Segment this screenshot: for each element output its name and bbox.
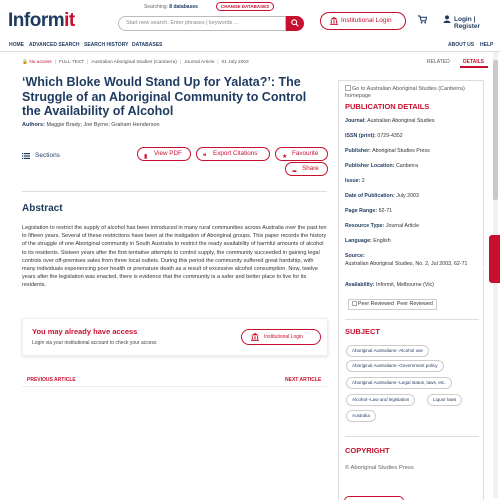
divider <box>345 319 479 320</box>
institution-icon <box>251 333 259 341</box>
publication-details-heading: PUBLICATION DETAILS <box>345 102 430 111</box>
divider <box>22 386 327 387</box>
abstract-heading: Abstract <box>22 203 63 214</box>
feedback-tab[interactable] <box>483 235 500 283</box>
main-nav <box>0 38 500 52</box>
panel-action-button[interactable] <box>344 496 404 500</box>
authors <box>22 122 160 128</box>
article-meta: 🔒 No access | FULL TEXT | Australian Aboriginal Studies (Canberra) | Journal Article | 01 July 2003 <box>22 60 249 65</box>
search-input[interactable]: Start new search. Enter phrases | keywords ... <box>118 16 286 31</box>
access-institutional-login-button[interactable]: Institutional Login <box>241 329 321 345</box>
detail-journal: Journal: Australian Aboriginal Studies <box>345 118 435 124</box>
user-icon[interactable] <box>443 15 451 23</box>
search-button[interactable] <box>286 16 304 31</box>
institution-icon <box>330 17 338 25</box>
subject-tag[interactable]: Australia <box>346 410 376 422</box>
scrollbar-thumb[interactable] <box>493 60 498 200</box>
nav-advanced-search[interactable]: ADVANCED SEARCH <box>29 42 80 48</box>
nav-home[interactable]: HOME <box>9 42 24 48</box>
subject-tag[interactable]: Alcohol--Law and legislation <box>346 394 415 406</box>
detail-availability: Availability: Informit, Melbourne (Vic) <box>345 282 434 288</box>
detail-resource-type: Resource Type: Journal Article <box>345 223 420 229</box>
article-date: 01 July 2003 <box>221 60 249 65</box>
sections-label: Sections <box>35 152 60 159</box>
active-tab-indicator <box>460 66 488 68</box>
view-pdf-button[interactable]: ▮ View PDF <box>137 147 191 161</box>
broken-image-icon <box>345 85 351 91</box>
subject-tag[interactable]: Aboriginal Australians--Legal status, laws, etc. <box>346 377 452 389</box>
share-icon: ➦ <box>292 169 298 175</box>
broken-image-icon <box>352 301 357 306</box>
copyright-heading: COPYRIGHT <box>345 446 390 455</box>
quote-icon: ❝ <box>203 154 207 160</box>
export-citations-button[interactable]: ❝ Export Citations <box>196 147 270 161</box>
search-icon <box>291 19 299 27</box>
subject-tag[interactable]: Liquor laws <box>427 394 462 406</box>
detail-language: Language: English <box>345 238 391 244</box>
detail-date: Date of Publication: July 2003 <box>345 193 419 199</box>
publication-image-link[interactable]: Go to Australian Aboriginal Studies (Canberra) homepage <box>345 86 465 99</box>
star-icon: ★ <box>282 154 288 160</box>
next-article-link[interactable]: NEXT ARTICLE <box>285 377 322 383</box>
fulltext-label: FULL TEXT <box>58 60 85 65</box>
nav-databases[interactable]: DATABASES <box>132 42 163 48</box>
divider <box>345 436 479 437</box>
detail-publisher-location: Publisher Location: Canberra <box>345 163 419 169</box>
article-type: Journal Article <box>184 60 215 65</box>
tab-related[interactable]: RELATED <box>427 59 450 65</box>
access-title: You may already have access <box>32 327 138 336</box>
pdf-icon: ▮ <box>144 154 148 160</box>
login-register-link[interactable]: Login | Register <box>454 16 481 30</box>
authors-label: Authors: <box>22 122 45 128</box>
detail-issn: ISSN (print): 0729-4352 <box>345 133 403 139</box>
details-panel <box>338 80 484 500</box>
detail-source: Source: Australian Aboriginal Studies, No. 2, Jul 2003, 62-71 <box>345 253 468 267</box>
nav-help[interactable]: HELP <box>480 42 494 48</box>
feedback-label: Feedback <box>483 246 490 270</box>
access-box <box>22 318 328 356</box>
article-title: ‘Which Bloke Would Stand Up for Yalata?’: The Struggle of an Aboriginal Community to Control the Availability of Alcohol <box>22 75 307 118</box>
previous-article-link[interactable]: PREVIOUS ARTICLE <box>27 377 76 383</box>
nav-search-history[interactable]: SEARCH HISTORY <box>84 42 129 48</box>
institutional-login-button[interactable] <box>320 12 406 30</box>
copyright-text: © Aboriginal Studies Press <box>345 465 414 471</box>
subject-heading: SUBJECT <box>345 327 381 336</box>
share-button[interactable]: ➦ Share <box>285 162 328 176</box>
detail-page-range: Page Range: 62-71 <box>345 208 393 214</box>
tab-details[interactable]: DETAILS <box>463 59 485 65</box>
subject-tag[interactable]: Aboriginal Australians--Government policy <box>346 360 444 372</box>
subject-tag[interactable]: Aboriginal Australians--Alcohol use <box>346 345 429 357</box>
nav-about-us[interactable]: ABOUT US <box>448 42 475 48</box>
peer-reviewed-badge: Peer Reviewed Peer Reviewed <box>348 299 437 310</box>
journal-name[interactable]: Australian Aboriginal Studies (Canberra) <box>91 60 177 65</box>
list-icon <box>22 153 30 159</box>
favourite-button[interactable]: ★ Favourite <box>275 147 328 161</box>
detail-publisher: Publisher: Aboriginal Studies Press <box>345 148 430 154</box>
cart-icon[interactable] <box>418 15 427 24</box>
top-header <box>0 0 500 38</box>
divider <box>22 191 327 192</box>
informit-logo[interactable]: Informit <box>8 10 75 31</box>
change-databases-button[interactable]: CHANGE DATABASES <box>216 2 274 11</box>
abstract-text: Legislation to restrict the supply of alcohol has been introduced in many rural communities across Australia over the past ten to fifteen years. Several of these restrictions have been at the instigation of Aboriginal groups. This paper records the history of the struggle of one Aboriginal community in South Australia to restrict the ready availability of harmful amounts of alcohol to its residents. Sixteen years after the first tentative attempts to control supply, the community succeeded in gaining legal controls over off-premises sales from three local outlets. During this period the community suffered great hardship, with many individuals experiencing poor health or premature death as a result of excessive alcohol consumption. Now, twelve years after the legislation was enacted, there is evidence that the community is a safer and better place to live for its residents. <box>22 225 327 289</box>
detail-issue: Issue: 2 <box>345 178 365 184</box>
access-subtitle: Login via your institutional account to check your access <box>32 340 157 346</box>
authors-list[interactable]: Maggie Brady; Joe Byrne; Graham Henderson <box>46 122 160 128</box>
no-access-badge: 🔒 No access <box>22 60 52 65</box>
institutional-login-label: Institutional Login <box>341 17 392 24</box>
databases-count: 8 databases <box>169 4 198 10</box>
searching-indicator <box>144 4 198 10</box>
searching-label: Searching: <box>144 4 168 10</box>
